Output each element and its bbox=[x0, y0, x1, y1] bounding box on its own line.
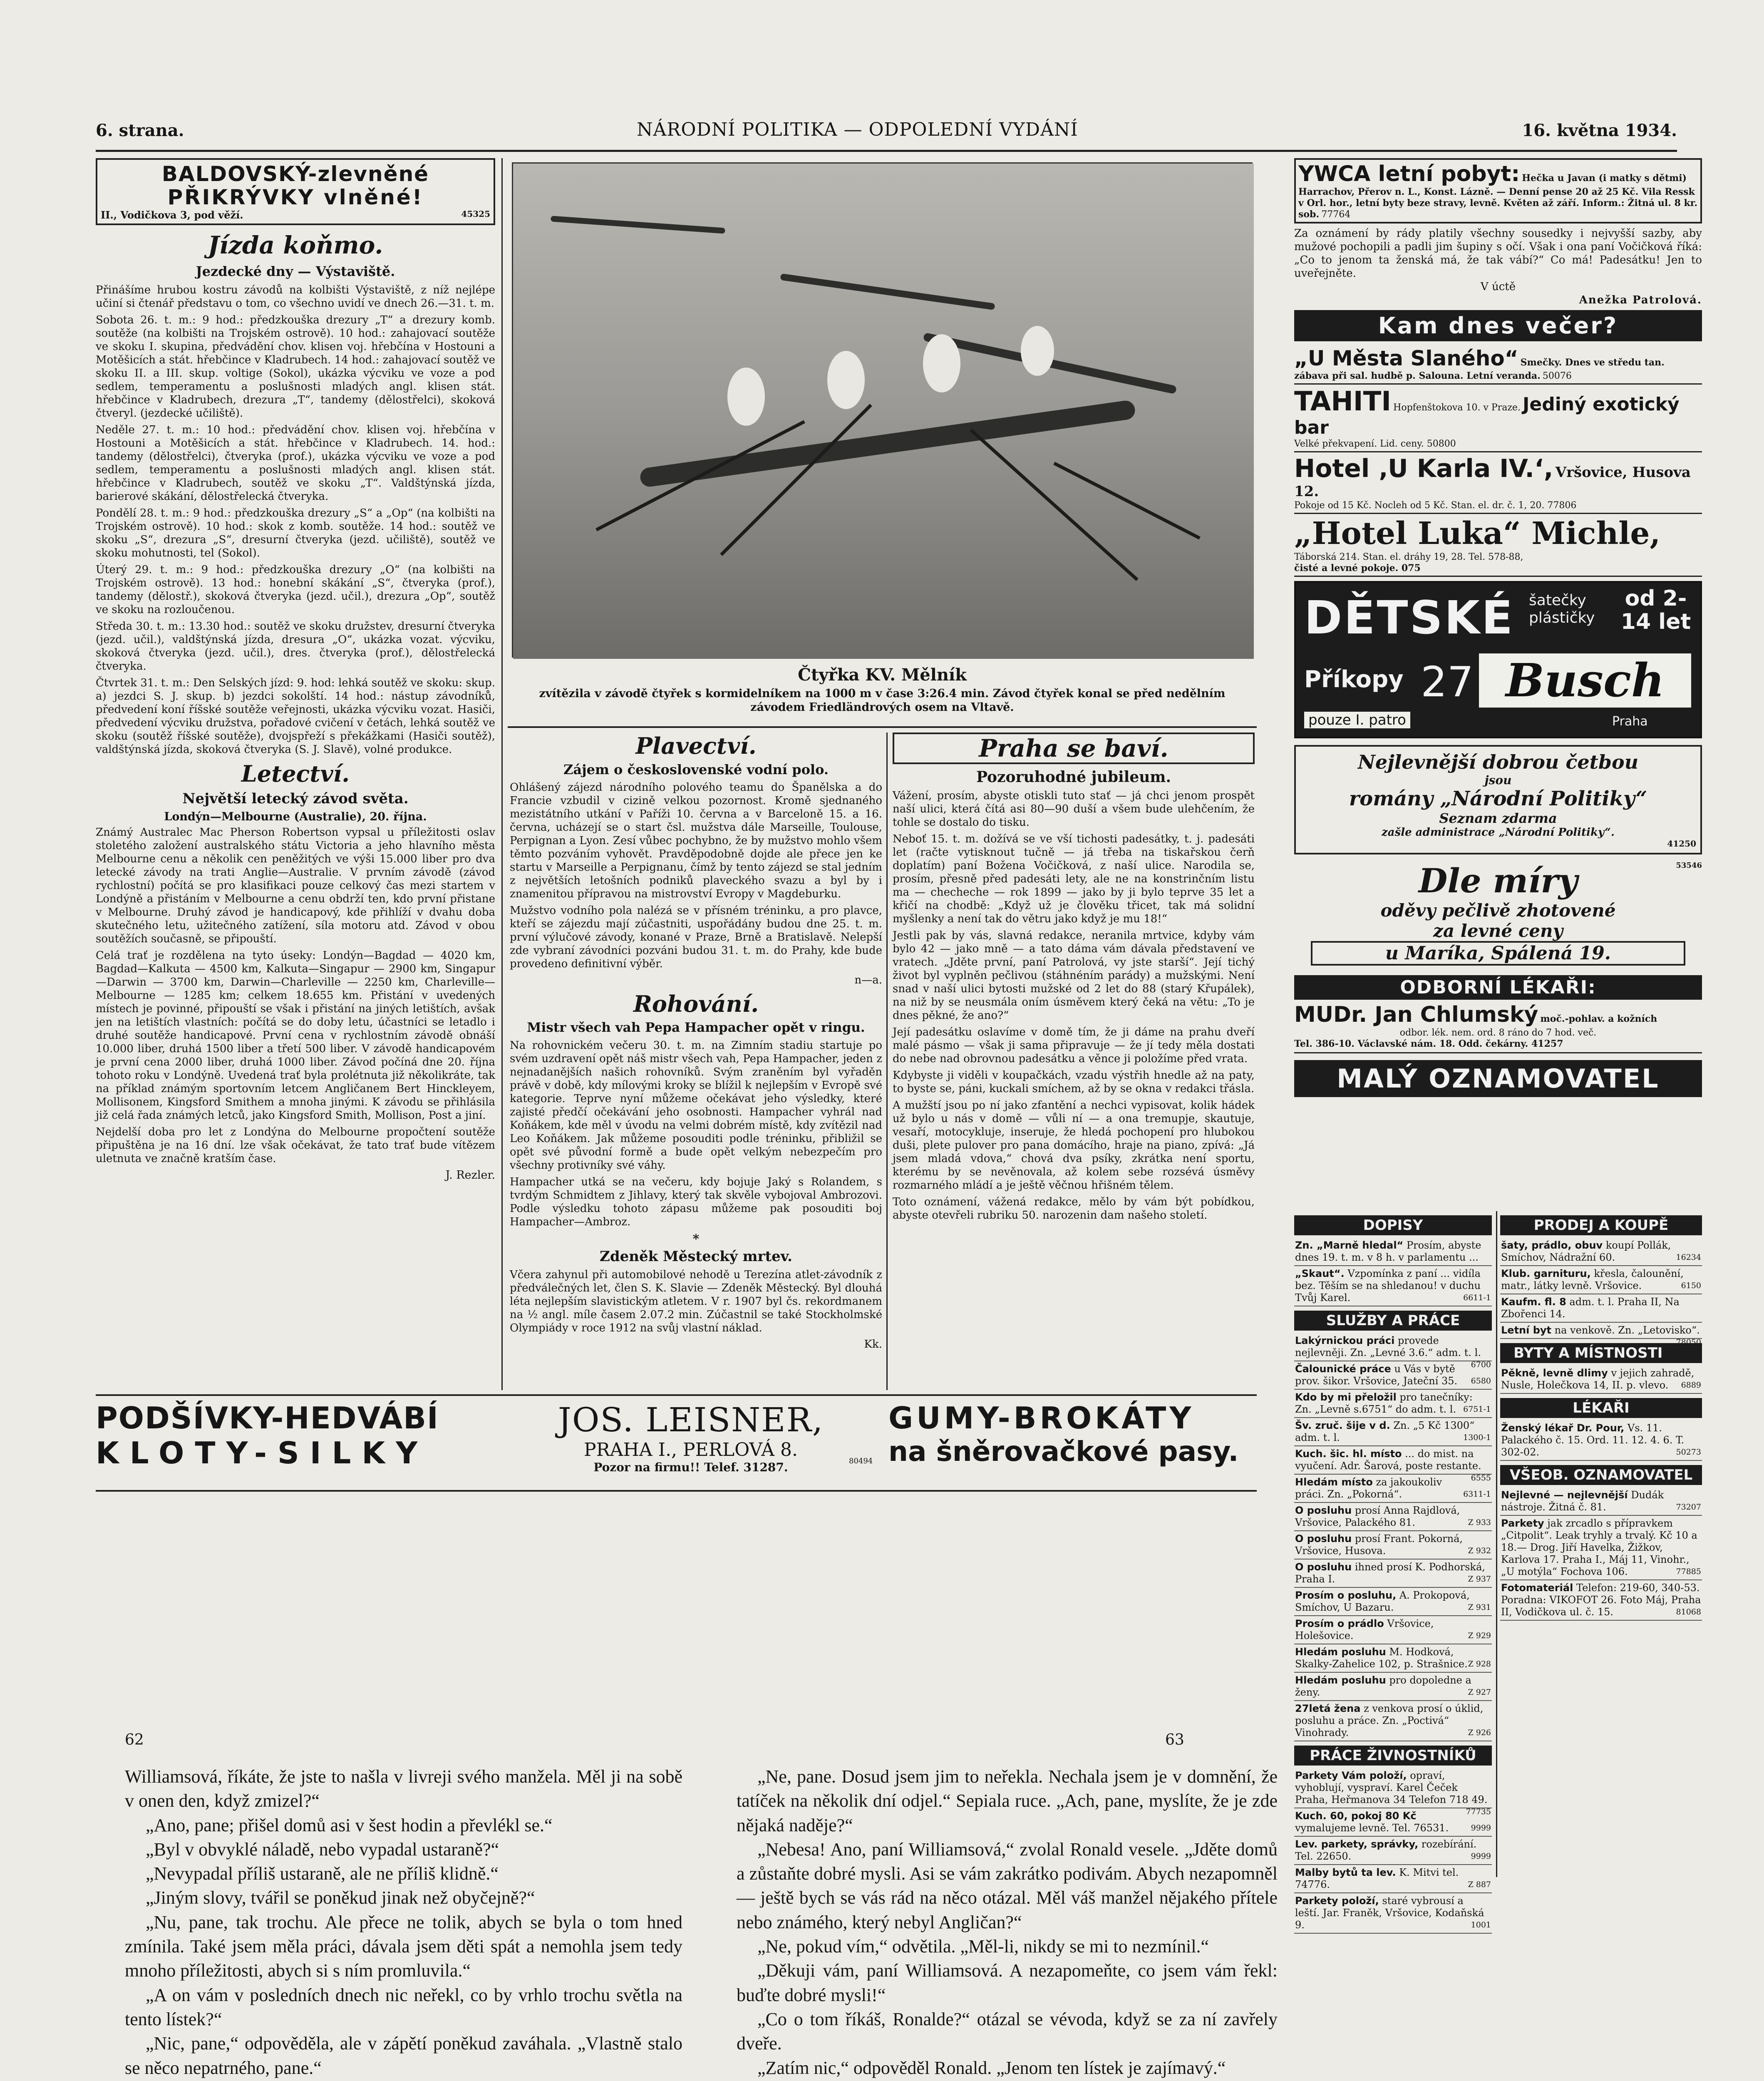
photo-title: Čtyřka KV. Mělník bbox=[798, 665, 967, 685]
classified-ad-code: Z 937 bbox=[1468, 1574, 1491, 1584]
aviation-subheading: Největší letecký závod světa. bbox=[182, 790, 409, 807]
bestread-line5: zašle administrace „Národní Politiky“. bbox=[1381, 826, 1615, 839]
mesta-name: „U Města Slaného“ bbox=[1294, 346, 1518, 370]
riding-paragraph: Přinášíme hrubou kostru závodů na kolbišti Výstaviště, z níž nejlépe učiní si čtenář představu o tom, co všechno uvidí ve dnech 26.—31. t. m. bbox=[96, 284, 495, 310]
classified-ad bbox=[1294, 1893, 1492, 1934]
swimming-paragraph: Mužstvo vodního pola nalézá se v přísném tréninku, a pro plavce, kteří se zájezdu mají zúčastniti, uspořádány budou dne 25. t. m. první výlučové závody, konané v Praze, Brně a Bratislavě. Nelepší zde vybraní závodníci pozváni budou 31. t. m. do Prahy, kde bude provedeno definitivní výběr. bbox=[510, 904, 882, 970]
separator-star: * bbox=[692, 1232, 700, 1247]
classified-ad-title: O posluhu bbox=[1295, 1533, 1352, 1545]
classified-ad bbox=[1294, 1560, 1492, 1588]
classified-ad-text: jak zrcadlo s přípravkem „Citpolit“. Leak tryhly a trvalý. Kč 10 a 18.— Drog. Jiří Havelka, Žižkov, Karlova 17. Praha I., Máj 11, Vinohr., „U motýla“ Fochova 106. bbox=[1501, 1517, 1697, 1577]
classified-ad-text: opraví, vyhoblují, vyspraví. Karel Čeček Praha, Heřmanova 34 Telefon 718 49. bbox=[1295, 1770, 1488, 1805]
classified-ad bbox=[1294, 1531, 1492, 1560]
busch-brand: Busch bbox=[1479, 653, 1691, 708]
busch-number: 27 bbox=[1421, 658, 1474, 706]
kam-dnes-vecer: Kam dnes večer? bbox=[1294, 310, 1702, 341]
classified-ad-text: prosí Frant. Pokorná, Vršovice, Husova. bbox=[1295, 1533, 1463, 1557]
lekari-code: 41257 bbox=[1531, 1038, 1563, 1049]
riding-paragraph: Úterý 29. t. m.: 9 hod.: předzkouška drezury „O“ (na kolbišti na Trojském ostrově). 13 hod.: honební skákání „S“, čtveryka (prof.), tandemy (dělostř.), skoková čtveryka (jezd. učil.), drezura „Op“, soutěž ve skoku na rozloučenou. bbox=[96, 564, 495, 616]
classified-ad bbox=[1500, 1294, 1702, 1323]
lekari-title: ODBORNÍ LÉKAŘI: bbox=[1294, 975, 1702, 1000]
novel-paragraph: „Nic, pane,“ odpověděla, ale v zápětí poněkud zaváhala. „Vlastně stalo se něco nepatrného, pane.“ bbox=[125, 2033, 682, 2078]
rowing-photo-image bbox=[513, 164, 1254, 659]
marika-line2: oděvy pečlivě zhotovené bbox=[1380, 900, 1616, 921]
classified-ad-code: Z 926 bbox=[1468, 1728, 1491, 1737]
karla-code: 77806 bbox=[1547, 500, 1577, 511]
ad-baldovsky-address: II., Vodičkova 3, pod věží. bbox=[101, 209, 243, 221]
classified-ad-code: Z 928 bbox=[1468, 1659, 1491, 1669]
classified-ad-code: 9999 bbox=[1471, 1823, 1491, 1833]
classified-ad bbox=[1294, 1701, 1492, 1741]
classified-ad-title: Kaufm. fl. 8 bbox=[1501, 1296, 1566, 1308]
classified-ad-text: ... do mist. na vyučení. Adr. Šarová, poste restante. bbox=[1295, 1448, 1481, 1472]
classified-ad bbox=[1294, 1390, 1492, 1418]
column-praha bbox=[893, 733, 1255, 1390]
tahiti-name: TAHITI bbox=[1294, 386, 1392, 417]
classifieds-left bbox=[1294, 1211, 1492, 1931]
luka-tail: čisté a levné pokoje. bbox=[1294, 563, 1399, 574]
classified-ad-title: Kuch. šic. hl. místo bbox=[1295, 1448, 1402, 1460]
luka-code: 075 bbox=[1401, 563, 1421, 574]
riding-paragraph: Čtvrtek 31. t. m.: Den Selských jízd: 9. hod: lehká soutěž ve skoku: skup. a) jezdci S. J. skup. b) jezdci sokolští. 14 hod.: nástup závodníků, předvedení koní říšské soutěže veřejnosti, ukázka výcviku vozat. Hasiči, předvedení výcviku družstva, pořadové cvičení v četách, lehká soutěž ve skoku (soutěž říšské soutěže), dvojspřeží s překážkami (Hasiči soutěž), valdštýnská jízda, skoková čtveryka (S. J. Slavě), volné produkce. bbox=[96, 677, 495, 756]
classified-category: PRODEJ A KOUPĚ bbox=[1500, 1215, 1702, 1235]
praha-signature: Anežka Patrolová. bbox=[1579, 294, 1702, 306]
ad-chlumsky bbox=[1294, 1000, 1702, 1053]
classified-ad-text: Vs. 11. Palackého č. 15. Ord. 11. 12. 4. 6. T. 302-02. bbox=[1501, 1422, 1685, 1458]
novel-paragraph: „Byl v obvyklé náladě, nebo vypadal ustaraně?“ bbox=[146, 1839, 499, 1860]
ad-baldovsky-code: 45325 bbox=[461, 209, 490, 219]
classified-category: LÉKAŘI bbox=[1500, 1398, 1702, 1418]
lekari-line3: Tel. 386-10. Václavské nám. 18. Odd. čekárny. bbox=[1294, 1038, 1528, 1049]
luka-addr: Táborská 214. Stan. el. dráhy 19, 28. Tel. 578-88, bbox=[1294, 552, 1523, 562]
busch-floor: pouze I. patro bbox=[1304, 712, 1410, 728]
classified-ad bbox=[1294, 1865, 1492, 1893]
classified-ad-title: „Skaut“. bbox=[1295, 1268, 1345, 1279]
marika-line4: u Maríka, Spálená 19. bbox=[1311, 941, 1685, 966]
classified-ad-title: Letní byt bbox=[1501, 1324, 1552, 1336]
obituary-heading: Zdeněk Městecký mrtev. bbox=[600, 1248, 792, 1265]
classified-ad bbox=[1294, 1418, 1492, 1446]
classified-category: DOPISY bbox=[1294, 1215, 1492, 1235]
riding-paragraph: Sobota 26. t. m.: 9 hod.: předzkouška drezury „T“ a drezury komb. soutěže (na kolbišti na Trojském ostrově). 10 hod.: zahajovací soutěže ve skoku I. skupina, předvádění chov. klisen voj. hřebčína v Hostouni a Motěšicích a stát. hřebčince v Kladrubech. 14 hod.: zahajovací soutěž ve skoku II. a III. skup. voltige (Sokol), ukázka výcviku ve voze a pod sedlem, temperamentu a poslušnosti mladých angl. klisen stát. hřebčince v Kladrubech, drezura „T“, tandemy (dělostřelci), skoková čtveryl. (jezdecké učiliště). bbox=[96, 314, 495, 420]
wrestling-paragraph: Na rohovnickém večeru 30. t. m. na Zimním stadiu startuje po svém uzdravení opět náš mistr všech vah, Pepa Hampacher, jeden z nejnadanějších našich rohovníků. Svým zraněním byl vyřaděn právě v době, kdy mílovými kroky se blížil k nejlepším v Evropě své kategorie. Teprve nyní můžeme očekávat jeho výsledky, které zajisté předčí očekávání jeho osobnosti. Hampacher vyhrál nad Koňákem, kde měl v úvodu na velmi dobrém místě, kdy zvítězil nad Leo Koňákem. Jak můžeme posouditi podle tréninku, přibližil se opět své původní formě a bude opět velkým nebezpečím pro všechny protivníky své váhy. bbox=[510, 1039, 882, 1172]
classified-ad bbox=[1294, 1673, 1492, 1701]
classified-ad-text: u Vás v bytě prov. šikor. Vršovice, Jateční 35. bbox=[1295, 1363, 1458, 1387]
classified-ad-title: O posluhu bbox=[1295, 1505, 1352, 1516]
classified-ad bbox=[1500, 1266, 1702, 1294]
classified-ad-title: Prosím o posluhu, bbox=[1295, 1589, 1397, 1601]
bestread-code: 41250 bbox=[1667, 839, 1696, 849]
classified-ad bbox=[1294, 1616, 1492, 1644]
swimming-paragraph: Ohlášený zájezd národního polového teamu do Španělska a do Francie vzbudil v cizině velkou pozornost. Kromě sjednaného mezistátního utkání v Paříži 10. června a v Barceloně 15. a 16. června, ucházejí se o start čsl. mužstva dále Marseille, Toulouse, Perpignan a Lyon. Zesí vůbec pochybno, že by mužstvo mohlo všem těmto pozváním vyhovět. Pravděpodobně dojde ale přece jen ke startu v Marseille a Perpignanu, čímž by tento zájezd se stal jedním z největších letošních podniků plaveckého svazu a byl by i znamenitou přípravou na mistrovství Evropy v Magdeburku. bbox=[510, 781, 882, 900]
classified-ad bbox=[1294, 1808, 1492, 1837]
praha-closing bbox=[1294, 227, 1702, 307]
classified-ad bbox=[1294, 1361, 1492, 1390]
praha-closing-salutation: V úctě bbox=[1480, 281, 1516, 293]
praha-paragraph: Jestli pak by vás, slavná redakce, neranila mrtvice, kdyby vám bylo 42 — jako mně — a tato dáma vám dávala představení ve vratech. „Jděte první, paní Patrolová, vy jste starší“. Její tichý život byl vyplněn pečlivou (stáhnéním parády) a mužskými. Není snad v naší ulici bytosti mužské od 2 let do 88 (starý Křupálek), na niž by se neusmála oním úsměvem který čeká na větu: „To je dnes pěkné, že ano?“ bbox=[893, 929, 1255, 1022]
classified-ad-text: Vzpomínka z paní ... vidíla bez. Těším se na shledanou! v duchu Tvůj Karel. bbox=[1295, 1268, 1481, 1304]
classified-ad-text: za jakoukoliv práci. Zn. „Pokorná“. bbox=[1295, 1476, 1442, 1500]
classified-ad-text: na venkově. Zn. „Letovisko“. bbox=[1554, 1324, 1700, 1336]
classified-ad-code: 6889 bbox=[1681, 1381, 1701, 1390]
classified-ad-text: rozebírání. Tel. 22650. bbox=[1295, 1838, 1477, 1862]
classified-ad-title: šaty, prádlo, obuv bbox=[1501, 1239, 1603, 1251]
ad-mesta-slaneho bbox=[1294, 345, 1702, 385]
issue-date: 16. května 1934. bbox=[1522, 121, 1677, 140]
classified-ad-text: křesla, čalounění, matr., látky levně. Vršovice. bbox=[1501, 1268, 1684, 1291]
praha-paragraph: Vážení, prosím, abyste otiskli tuto stať — já chci jenom prospět naší ulici, která čítá asi 80—90 duší a všem bude ulehčením, že tohle se dostalo do tisku. bbox=[893, 790, 1255, 829]
busch-big: DĚTSKÉ bbox=[1304, 591, 1515, 644]
novel-left-page bbox=[125, 1765, 682, 2081]
ad-hotel-karla bbox=[1294, 452, 1702, 514]
classified-ad-title: Lakýrnickou práci bbox=[1295, 1335, 1395, 1346]
classified-ad-code: Z 887 bbox=[1468, 1880, 1491, 1889]
mesta-tail: Smečky. Dnes ve středu tan. zábava při sal. hudbě p. Salouna. Letní veranda. bbox=[1294, 357, 1665, 381]
classified-category: SLUŽBY A PRÁCE bbox=[1294, 1311, 1492, 1331]
classified-ad-title: Nejlevné — nejlevnější bbox=[1501, 1489, 1628, 1501]
classified-ad-title: Šv. zruč. šije v d. bbox=[1295, 1420, 1390, 1431]
leisner-address: PRAHA I., PERLOVÁ 8. bbox=[584, 1439, 798, 1460]
classified-ad-code: 6611-1 bbox=[1463, 1293, 1491, 1302]
novel-paragraph: „Nevypadal příliš ustaraně, ale ne příliš klidně.“ bbox=[146, 1863, 499, 1884]
praha-heading: Praha se baví. bbox=[893, 733, 1255, 764]
tahiti-sub: Hopfenštokova 10. v Praze. bbox=[1393, 402, 1521, 413]
aviation-heading: Letectví. bbox=[241, 760, 350, 787]
praha-paragraph: Její padesátku oslavíme v domě tím, že ji dáme na prahu dveří malé pásmo — však ji sama připravuje — že jí tedy měla dostati do nebe nad obrovnou padesátku a věnce ji položíme před vrata. bbox=[893, 1026, 1255, 1065]
novel-paragraph: „A on vám v posledních dnech nic neřekl, co by vrhlo trochu světla na tento lístek?“ bbox=[125, 1984, 682, 2029]
swimming-subheading: Zájem o československé vodní polo. bbox=[563, 762, 829, 777]
classified-ad-code: 50273 bbox=[1676, 1448, 1701, 1457]
classified-ad-text: adm. t. l. Praha II, Na Zbořenci 14. bbox=[1501, 1296, 1680, 1320]
obituary-text: Včera zahynul při automobilové nehodě u Terezína atlet-závodník z předválečných let, člen S. K. Slavie — Zdeněk Městecký. Byl dlouhá léta nejlepším slavistickým atletem. V r. 1907 byl čs. rekordmanem na ½ angl. míle časem 2.07.2 min. Zúčastnil se také Stockholmské Olympiády v roce 1912 na svůj vlastní náklad. bbox=[510, 1269, 882, 1334]
ad-tahiti bbox=[1294, 385, 1702, 452]
classified-ad-code: 6150 bbox=[1681, 1281, 1701, 1290]
footer-rule bbox=[96, 1394, 1257, 1396]
aviation-author: J. Rezler. bbox=[445, 1169, 495, 1182]
classified-ad-title: O posluhu bbox=[1295, 1561, 1352, 1573]
riding-paragraph: Neděle 27. t. m.: 10 hod.: předvádění chov. klisen voj. hřebčína v Hostouni a Motěšicích a stát. hřebčince v Kladrubech. 14. hod.: tandemy (dělostřelci), čtveryka (prof.), ukázka výcviku ve voze a pod sedlem, temperamentu a poslušnosti mladých angl. klisen stát. hřebčince v Kladrubech, soutěž ve skoku „T“. Valdštýnská jízda, barierové skákání, dělostřelecká čtveryka. bbox=[96, 424, 495, 503]
page-header bbox=[96, 117, 1677, 146]
praha-paragraph: Toto oznámení, vážená redakce, mělo by vám být pobídkou, abyste otevřeli rubriku 50. narozenin dam našeho století. bbox=[893, 1196, 1255, 1222]
classified-ad-code: Z 927 bbox=[1468, 1688, 1491, 1697]
bestread-line3: romány „Národní Politiky“ bbox=[1349, 787, 1647, 810]
classified-ad-code: 78050 bbox=[1676, 1338, 1701, 1347]
novel-page-left-number: 62 bbox=[125, 1731, 144, 1748]
novel-paragraph: „Nu, pane, tak trochu. Ale přece ne tolik, abych se byla o tom hned zmínila. Také jsem měla práci, dávala jsem děti spát a nemohla jsem tedy mnoho příležitosti, abych si s ním promluvila.“ bbox=[125, 1912, 682, 1981]
ad-busch bbox=[1294, 581, 1702, 738]
lekari-name: MUDr. Jan Chlumský bbox=[1294, 1002, 1538, 1027]
column-rule bbox=[501, 158, 503, 1390]
classifieds-right bbox=[1500, 1211, 1702, 1877]
mesta-code: 50076 bbox=[1542, 371, 1572, 381]
leisner-code: 80494 bbox=[849, 1457, 873, 1465]
classified-ad-title: Lev. parkety, správky, bbox=[1295, 1838, 1419, 1850]
classified-ad-code: 16234 bbox=[1676, 1253, 1701, 1262]
column-middle bbox=[510, 733, 882, 1390]
classified-ad bbox=[1500, 1420, 1702, 1461]
classified-ad-text: Telefon: 219-60, 340-53. Poradna: VIKOFOT 26. Foto Máj, Praha II, Vodičkova ul. č. 15. bbox=[1501, 1582, 1701, 1618]
ad-leisner-mid bbox=[537, 1401, 845, 1488]
novel-paragraph: „Ano, pane; přišel domů asi v šest hodin a převlékl se.“ bbox=[146, 1815, 553, 1835]
classified-ad-title: Zn. „Marně hledal“ bbox=[1295, 1239, 1404, 1251]
classified-ad-code: 73207 bbox=[1676, 1502, 1701, 1512]
luka-name: „Hotel Luka“ Michle, bbox=[1294, 516, 1661, 551]
classified-ad-code: 1300-1 bbox=[1463, 1433, 1491, 1442]
classified-ad bbox=[1294, 1266, 1492, 1306]
classified-ad-text: Zn. „5 Kč 1300“ adm. t. l. bbox=[1295, 1420, 1475, 1443]
classified-ad-title: 27letá žena bbox=[1295, 1703, 1361, 1714]
wrestling-paragraph: Hampacher utká se na večeru, kdy bojuje Jaký s Rolandem, s tvrdým Schmidtem z Jihlavy, který tak skvěle vybojoval Ambrozovi. Podle výsledku tohoto zápasu můžeme pak posouditi boj Hampacher—Ambroz. bbox=[510, 1176, 882, 1228]
classified-ad bbox=[1294, 1503, 1492, 1531]
marika-code: 53546 bbox=[1676, 861, 1702, 870]
classified-ad-code: Z 932 bbox=[1468, 1546, 1491, 1555]
classified-ad bbox=[1500, 1238, 1702, 1266]
karla-name: Hotel ‚U Karla IV.‘, bbox=[1294, 454, 1553, 483]
novel-paragraph: „Jiným slovy, tvářil se poněkud jinak než obyčejně?“ bbox=[146, 1887, 535, 1908]
novel-page-right-number: 63 bbox=[1165, 1731, 1184, 1748]
classified-ad-code: 9999 bbox=[1471, 1852, 1491, 1861]
classified-ad-code: 77735 bbox=[1466, 1807, 1491, 1816]
classified-ad-text: koupí Pollák, Smíchov, Nádražní 60. bbox=[1501, 1239, 1671, 1263]
classified-ad-code: 6580 bbox=[1471, 1376, 1491, 1386]
classified-ad-title: Fotomateriál bbox=[1501, 1582, 1573, 1594]
column-right bbox=[1294, 158, 1702, 1931]
busch-prikopy: Příkopy bbox=[1304, 666, 1404, 693]
praha-paragraph: Neboť 15. t. m. dožívá se ve vší tichosti padesátky, t. j. padesáti let (račte vytisknout tučně — já třeba na tiskařskou čerň doplatím) paní Božena Vočičková, z naší ulice. Narodila se, prosím, přesně před padesáti lety, ale ne na konstrinčním listu ma — checheche — rok 1899 — jako by ji bylo teprve 35 let a křičí na chodbě: „Když už je člověku třicet, tak má solidní myšlenky a není tak do větru jako když je mu 18!“ bbox=[893, 833, 1255, 925]
ad-hotel-luka bbox=[1294, 514, 1702, 577]
classified-category: VŠEOB. OZNAMOVATEL bbox=[1500, 1465, 1702, 1485]
classified-ad-code: 6751-1 bbox=[1463, 1405, 1491, 1414]
classified-rule bbox=[1496, 1211, 1497, 1877]
leisner-phone: Pozor na firmu!! Telef. 31287. bbox=[593, 1460, 788, 1474]
wrestling-heading: Rohování. bbox=[633, 991, 759, 1017]
classified-ad-title: Parkety bbox=[1501, 1517, 1544, 1529]
classified-ad bbox=[1500, 1487, 1702, 1516]
novel-paragraph: „Nebesa! Ano, paní Williamsová,“ zvolal Ronald vesele. „Jděte domů a zůstaňte dobré mysli. Asi se vám zakrátko podivám. Abych nezapomněl — ještě bych se vás rád na něco otázal. Měl váš manžel nějakého přítele nebo známého, který nebyl Angličan?“ bbox=[737, 1839, 1278, 1932]
classified-ad-code: 6311-1 bbox=[1463, 1490, 1491, 1499]
classified-ad-title: Ženský lékař Dr. Pour, bbox=[1501, 1422, 1625, 1434]
classified-ad-title: Hledám posluhu bbox=[1295, 1674, 1386, 1686]
classified-ad-code: 6555 bbox=[1471, 1473, 1491, 1483]
classified-ad bbox=[1500, 1323, 1702, 1347]
ad-leisner-left bbox=[96, 1401, 524, 1488]
classified-ad bbox=[1500, 1516, 1702, 1580]
bestread-line2: jsou bbox=[1484, 773, 1512, 787]
wrestling-subheading: Mistr všech vah Pepa Hampacher opět v ringu. bbox=[527, 1020, 865, 1035]
classified-ad bbox=[1294, 1475, 1492, 1503]
novel-paragraph: „Ne, pokud vím,“ odvětila. „Měl-li, nikdy se mi to nezmínil.“ bbox=[757, 1936, 1209, 1957]
classified-ad-text: A. Prokopová, Smíchov, U Bazaru. bbox=[1295, 1589, 1470, 1613]
classified-ad bbox=[1294, 1588, 1492, 1616]
classified-ad-text: Dudák nástroje. Žitná č. 81. bbox=[1501, 1489, 1664, 1513]
busch-price: od 2-14 let bbox=[1620, 586, 1691, 634]
classified-ad-code: Z 929 bbox=[1468, 1631, 1491, 1640]
classified-ad-title: Hledám posluhu bbox=[1295, 1646, 1386, 1658]
classified-category: PRÁCE ŽIVNOSTNÍKŮ bbox=[1294, 1746, 1492, 1766]
classified-ad-text: Prosím, abyste dnes 19. t. m. v 8 h. v parlamentu ... bbox=[1295, 1239, 1481, 1263]
leisner-left-line1: PODŠÍVKY-HEDVÁBÍ bbox=[96, 1401, 439, 1435]
marika-line1: Dle míry bbox=[1418, 861, 1578, 900]
classified-ad bbox=[1294, 1644, 1492, 1673]
classified-ad-title: Parkety Vám položí, bbox=[1295, 1770, 1407, 1781]
classified-ad-text: pro dopoledne a ženy. bbox=[1295, 1674, 1471, 1698]
classified-ad-text: vymalujeme levně. Tel. 76531. bbox=[1295, 1822, 1449, 1834]
novel-paragraph: Williamsová, říkáte, že jste to našla v livreji svého manžela. Měl ji na sobě v onen den, když zmizel?“ bbox=[125, 1766, 682, 1811]
leisner-left-line2: KLOTY-SILKY bbox=[96, 1435, 429, 1470]
tahiti-code: 50800 bbox=[1427, 439, 1456, 449]
ad-leisner-right bbox=[888, 1401, 1263, 1488]
classified-ad-title: Malby bytů ta lev. bbox=[1295, 1867, 1396, 1878]
aviation-dateline: Londýn—Melbourne (Australie), 20. října. bbox=[164, 810, 427, 823]
novel-paragraph: „Zatím nic,“ odpověděl Ronald. „Jenom ten lístek je zajímavý.“ bbox=[757, 2057, 1226, 2078]
footer-rule-bottom bbox=[96, 1490, 1257, 1492]
ywca-text: Hečka u Javan (i matky s dětmi) Harrachov, Přerov n. L., Konst. Lázně. — Denní pense 20 až 25 Kč. Vila Ressk v Orl. hor., letní byty beze stravy, levně. Květen až září. Inform.: Žitná ul. 8 kr. sob. bbox=[1298, 173, 1698, 220]
classified-ad-code: 1001 bbox=[1471, 1920, 1491, 1930]
classified-ad-text: pro tanečníky: Zn. „Levně s.6751“ do adm. t. l. bbox=[1295, 1391, 1473, 1415]
maly-oznamovatel: MALÝ OZNAMOVATEL bbox=[1294, 1060, 1702, 1097]
page-number: 6. strana. bbox=[96, 121, 184, 140]
classified-ad-code: 6700 bbox=[1471, 1360, 1491, 1369]
ad-baldovsky-line1: BALDOVSKÝ-zlevněné bbox=[161, 162, 429, 186]
bestread-line1: Nejlevnější dobrou četbou bbox=[1357, 751, 1639, 773]
leisner-right-line1: GUMY-BROKÁTY bbox=[888, 1401, 1195, 1435]
novel-paragraph: „Co o tom říkáš, Ronalde?“ otázal se vévoda, když se za ní zavřely dveře. bbox=[737, 2009, 1278, 2054]
photo-caption: zvítězila v závodě čtyřek s kormidelníkem na 1000 m v čase 3:26.4 min. Závod čtyřek konal se před nedělním závodem Friedländrových osem na Vltavě. bbox=[539, 687, 1226, 714]
tahiti-slogan: Jediný exotický bar bbox=[1294, 394, 1680, 438]
classified-ad-text: Vršovice, Holešovice. bbox=[1295, 1618, 1434, 1641]
karla-addr: Vršovice, Husova 12. bbox=[1294, 464, 1691, 500]
praha-paragraph: Za oznámení by rády platily všechny sousedky i nejvyšší sazby, aby mužové pochopili a padli jim šupiny s očí. Však i ona paní Vočičková říká: „Co to jenom ta ženská má, že tak vábí?“ Co má! Padesátku! Jen to uveřejněte. bbox=[1294, 227, 1702, 280]
novel-paragraph: „Děkuji vám, paní Williamsová. A nezapomeňte, co jsem vám řekl: buďte dobré mysli!“ bbox=[737, 1960, 1278, 2005]
busch-top: šatečky plástičky bbox=[1529, 592, 1595, 626]
obituary-sign: Kk. bbox=[864, 1338, 882, 1351]
ywca-title: YWCA letní pobyt: bbox=[1298, 161, 1520, 186]
ad-ywca bbox=[1294, 158, 1702, 223]
praha-paragraph: Kdybyste ji viděli v koupačkách, vzadu výstřih hnedle až na paty, to byste se, páni, kuckali smíchem, až by se okna v redakci třásla. bbox=[893, 1069, 1255, 1095]
classified-ad-title: Hledám místo bbox=[1295, 1476, 1373, 1488]
praha-paragraph: A mužští jsou po ní jako zfantění a nechci vypisovat, kolik hádek už bylo u nás v domě — vůli ní — a ona tremupje, skautuje, vesaří, motocykluje, inseruje, že hledá pochopení pro hlubokou duši, plete pulover pro pana domácího, hraje na piano, zpívá: „Já jsem mladá vdova,“ chová dva psíky, zkrátka není sportu, kterému by se nevěnovala, až kolem sebe rozsévá úsměvy rozmarného mládí a je ještě věčnou hřišném tělem. bbox=[893, 1099, 1255, 1192]
swimming-sign: n—a. bbox=[854, 974, 882, 986]
header-rule bbox=[96, 150, 1677, 152]
classified-category: BYTY A MÍSTNOSTI bbox=[1500, 1343, 1702, 1363]
bestread-line4: Seznam zdarma bbox=[1439, 810, 1557, 826]
riding-paragraph: Středa 30. t. m.: 13.30 hod.: soutěž ve skoku družstev, dresurní čtveryka (jezd. učil.), valdštýnská jízda, dresura „O“, ukázka vozat. výcviku, skoková čtveryka (jezd. učil.), dres. čtveryka (prof.), dělostřelecká čtveryka. bbox=[96, 620, 495, 673]
column-left bbox=[96, 158, 495, 1407]
classified-ad-text: M. Hodková, Skalky-Zahelice 102, p. Strašnice. bbox=[1295, 1646, 1468, 1670]
ad-marika bbox=[1294, 861, 1702, 969]
classified-ad-title: Klub. garnituru, bbox=[1501, 1268, 1591, 1279]
classified-ad-title: Pěkně, levně dlimy bbox=[1501, 1367, 1608, 1379]
classified-ad-code: 77885 bbox=[1676, 1567, 1701, 1576]
riding-heading: Jízda koňmo. bbox=[208, 231, 383, 259]
riding-paragraph: Pondělí 28. t. m.: 9 hod.: předzkouška drezury „S“ a „Op“ (na kolbišti na Trojském ostrově). 10 hod.: skok z komb. soutěže. 14 hod.: soutěž ve skoku „S“, drezura „S“, dresurní čtveryka (jezd. učiliště), soutěž ve skoku mohutnosti, tel (Sokol). bbox=[96, 507, 495, 559]
busch-city: Praha bbox=[1612, 714, 1648, 729]
ywca-code: 77764 bbox=[1321, 209, 1351, 220]
ad-baldovsky-line2: PŘIKRÝVKY vlněné! bbox=[167, 185, 424, 209]
aviation-paragraph: Celá trať je rozdělena na tyto úseky: Londýn—Bagdad — 4020 km, Bagdad—Kalkuta — 4500 km, Kalkuta—Singapur — 2900 km, Singapur—Darwin — 3700 km, Darwin—Charleville — 2250 km, Charleville—Melbourne — 1285 km; celkem 18.655 km. Přistání v uvedených místech je povinné, připouští se však i přistání na jiných letištích, avšak jen na letištích vlastních: počítá se do doby letu, účastníci se letadlo i druhé soutěže handicapové. První cena v rychlostním závodě obnáší 10.000 liber, druhá 1500 liber a třetí 500 liber. V závodě handicapovém je první cena 2000 liber, druhá 1000 liber. Závod počíná dne 20. října tohoto roku v Londýně. Uvedená trať byla prolétnuta již několikráte, tak na příklad známým sportovním letcem Angličanem Bert Hinckleyem, Mollisonem, Kingsford Smithem a mnoha jinými. K závodu se přihlásila již celá řada známých letců, jako Kingsford Smith, Mollison, Post a jiní. bbox=[96, 949, 495, 1122]
classified-ad-code: Z 933 bbox=[1468, 1518, 1491, 1527]
ad-best-reading bbox=[1294, 745, 1702, 854]
classified-ad-text: z venkova prosí o úklid, posluhu a práce. Zn. „Poctivá“ Vinohrady. bbox=[1295, 1703, 1484, 1738]
aviation-paragraph: Nejdelší doba pro let z Londýna do Melbourne propočtení soutěže připuštěna je na 16 dní. lze však očekávat, že tato trať bude vítězem uletnuta ve značně kratším čase. bbox=[96, 1126, 495, 1165]
newspaper-title: NÁRODNÍ POLITIKA — ODPOLEDNÍ VYDÁNÍ bbox=[637, 119, 1078, 140]
aviation-paragraph: Známý Australec Mac Pherson Robertson vypsal u příležitosti oslav stoletého založení australského státu Victoria a jeho hlavního města Melbourne cenu a několik cen peněžitých ve výši 15.000 liber pro dva letecké závody na trati Anglie—Australie. V prvním závodě (závod rychlostní) počítá se pro klasifikaci pouze celkový čas mezi startem v Londýně a přistáním v Melbourne a cenu obdrží ten, kdo první přistane v Melbourne. Druhý závod je handicapový, kde přihlíží v dvahu doba skutečného letu, užitečného zatížení, síla motoru atd. Závod v obou soutěžích současně, se připouští. bbox=[96, 826, 495, 945]
novel-right-page bbox=[737, 1765, 1278, 2081]
classified-ad-title: Prosím o prádlo bbox=[1295, 1618, 1384, 1629]
leisner-name: JOS. LEISNER, bbox=[558, 1401, 824, 1439]
classified-ad-code: 81068 bbox=[1676, 1607, 1701, 1617]
classified-ad-code: Z 931 bbox=[1468, 1603, 1491, 1612]
riding-subheading: Jezdecké dny — Výstaviště. bbox=[196, 263, 395, 279]
classified-ad-text: staré vybrousí a leští. Jar. Franěk, Vršovice, Kodaňská 9. bbox=[1295, 1895, 1484, 1931]
classified-ad bbox=[1500, 1366, 1702, 1394]
classified-ad-title: Kdo by mi přeložil bbox=[1295, 1391, 1397, 1403]
classified-ad-text: v jejich zahradě, Nusle, Holečkova 14, II. p. vlevo. bbox=[1501, 1367, 1695, 1391]
classified-ad bbox=[1500, 1580, 1702, 1621]
classified-ad-text: K. Mitvi tel. 74776. bbox=[1295, 1867, 1459, 1890]
lekari-line2: odbor. lék. nem. ord. 8 ráno do 7 hod. več. bbox=[1399, 1028, 1597, 1038]
photo-rule bbox=[508, 726, 1257, 728]
classified-ad-text: provede nejlevněji. Zn. „Levné 3.6.“ adm. t. l. bbox=[1295, 1335, 1481, 1358]
column-rule bbox=[886, 733, 888, 1390]
classified-ad-text: prosí Anna Rajdlová, Vršovice, Palackého 81. bbox=[1295, 1505, 1460, 1528]
classified-ad bbox=[1294, 1837, 1492, 1865]
karla-tail: Pokoje od 15 Kč. Nocleh od 5 Kč. Stan. el. dr. č. 1, 20. bbox=[1294, 500, 1545, 511]
classified-ad bbox=[1294, 1238, 1492, 1266]
rowing-photo bbox=[512, 162, 1253, 658]
praha-subheading: Pozoruhodné jubileum. bbox=[976, 768, 1171, 786]
marika-line3: za levné ceny bbox=[1433, 921, 1563, 941]
novel-paragraph: „Ne, pane. Dosud jsem jim to neřekla. Nechala jsem je v domnění, že tatíček na několik dní odjel.“ Sepiala ruce. „Ach, pane, myslíte, že je zde nějaká naděje?“ bbox=[737, 1766, 1278, 1835]
leisner-right-line2: na šněrovačkové pasy. bbox=[888, 1435, 1239, 1468]
lekari-spec: moč.-pohlav. a kožních bbox=[1540, 1013, 1657, 1024]
classified-ad-title: Kuch. 60, pokoj 80 Kč bbox=[1295, 1810, 1417, 1822]
swimming-heading: Plavectví. bbox=[635, 733, 757, 759]
classified-ad-title: Parkety položí, bbox=[1295, 1895, 1379, 1907]
ad-baldovsky bbox=[96, 158, 495, 225]
tahiti-tail: Velké překvapení. Lid. ceny. bbox=[1294, 439, 1424, 449]
classified-ad-title: Čalounické práce bbox=[1295, 1363, 1391, 1375]
classified-ad-text: ihned prosí K. Podhorská, Praha I. bbox=[1295, 1561, 1485, 1585]
